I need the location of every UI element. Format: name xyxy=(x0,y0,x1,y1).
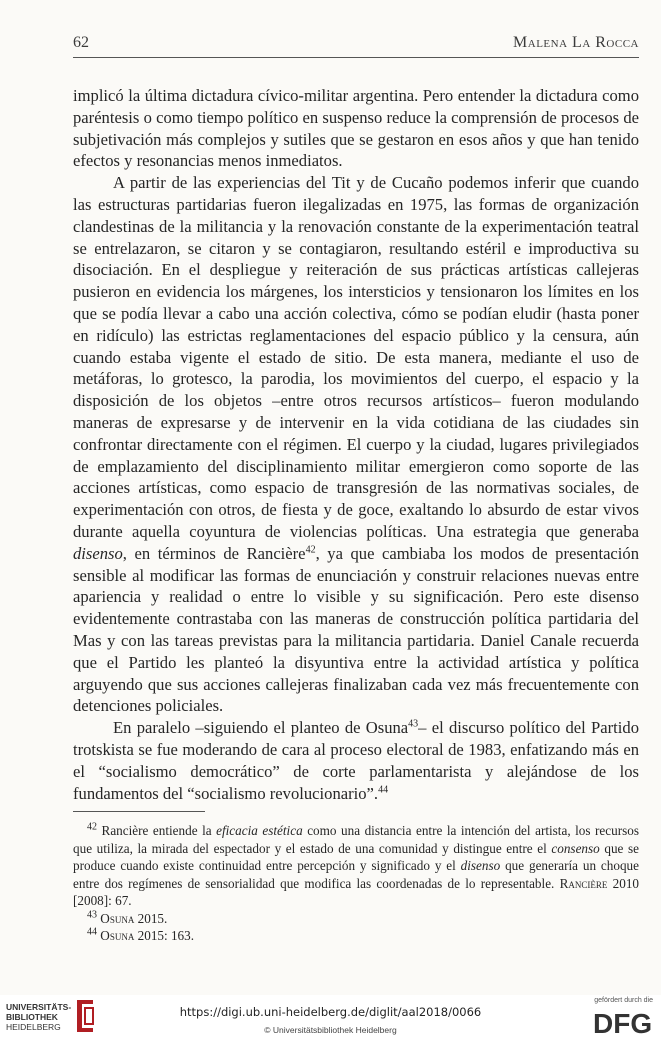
footnote-42-author: Rancière xyxy=(559,875,608,891)
paragraph-3-text-b: – el discurso político del Partido trotskista se fue moderando de cara al proceso electoral de 1983, enfatizando más en el “socialismo democrático” de corte parlamentarista y alejándose de los fundamentos del “socialismo revolucionario”. xyxy=(73,718,639,803)
paragraph-2-text-a: A partir de las experiencias del Tit y de Cucaño podemos inferir que cuando las estructuras partidarias fueron ilegalizadas en 1975, las formas de organización clandestinas de la militancia y la renovación constante de la experimentación teatral se entrelazaron, se citaron y se contagiaron, resultando estéril e improductiva su disociación. En el despliegue y reiteración de sus prácticas artísticas callejeras pusieron en evidencia los márgenes, los intersticios y tensionaron los límites en los que se podía llevar a cabo una acción colectiva, cómo se podían eludir (hasta poner en ridículo) las estrictas reglamentaciones del espacio público y la censura, aún cuando estaba vigente el estado de sitio. De esta manera, mediante el uso de metáforas, lo grotesco, la parodia, los movimientos del cuerpo, el espacio y la disposición de los objetos –entre otros recursos artísticos– fueron modulando maneras de expresarse y de intervenir en la vida cotidiana de las ciudades sin confrontar directamente con el régimen. El cuerpo y la ciudad, lugares privilegiados de emplazamiento del disciplinamiento militar emergieron como soporte de las acciones artísticas, como espacio de transgresión de las normativas sociales, de experimentación con otros, de fiesta y de goce, exaltando lo absurdo de estar vivos durante aquella coyuntura de violencias políticas. Una estrategia que generaba xyxy=(73,173,639,541)
footnote-44-ref: 2015: 163. xyxy=(134,928,195,943)
running-head: Malena La Rocca xyxy=(513,34,639,51)
footnote-rule xyxy=(73,811,205,812)
footnote-44 xyxy=(73,927,639,945)
paragraph-1 xyxy=(73,85,639,172)
funder-caption: gefördert durch die xyxy=(594,997,653,1004)
page-header xyxy=(73,34,639,54)
footnote-43-author: Osuna xyxy=(100,910,135,926)
paragraph-3 xyxy=(73,717,639,804)
paragraph-1-text: implicó la última dictadura cívico-militar argentina. Pero entender la dictadura como paréntesis o como tiempo político en suspenso reduce la comprensión de procesos de subjetivación más complejos y sutiles que se gestaron en esos años y que han tenido efectos y resonancias menos inmediatos. xyxy=(73,86,639,171)
footnote-43-ref: 2015. xyxy=(134,910,168,926)
footnote-ref-42[interactable]: 42 xyxy=(305,544,316,556)
digitization-footer xyxy=(0,995,661,1043)
footnote-42-ref: 2010 [2008]: 67. xyxy=(73,875,640,908)
footnote-42-text-c: que se produce cuando existe continuidad entre percepción y significado y el xyxy=(73,840,639,873)
paragraph-2-text-c: , ya que cambiaba los modos de presentación sensible al modificar las formas de enunciación y construir relaciones nuevas entre apariencia y realidad o entre lo visible y su significación. Pero este disenso evidentemente contrastaba con las maneras de construcción política partidaria del Mas y con las tareas previstas para la militancia partidaria. Daniel Canale recuerda que el Partido les planteó la disyuntiva entre la actividad artística y política arguyendo que sus acciones callejeras finalizaban cada vez más frecuentemente con detenciones policiales. xyxy=(73,543,639,716)
footnote-42-text-d: que generaría un choque entre dos regímenes de sensorialidad que modifica las coordenadas de lo representable. xyxy=(73,858,640,891)
footnote-ref-43[interactable]: 43 xyxy=(408,718,419,730)
paragraph-3-text-a: En paralelo –siguiendo el planteo de Osuna xyxy=(113,718,409,738)
permalink-url[interactable]: https://digi.ub.uni-heidelberg.de/diglit/aal2018/0066 xyxy=(179,1005,482,1019)
footnote-42-italic-1: eficacia estética xyxy=(216,823,303,838)
footnote-42-italic-2: consenso xyxy=(551,840,600,856)
header-rule xyxy=(73,57,639,58)
footnote-42-text-a: Rancière entiende la xyxy=(97,823,217,838)
footnote-42-italic-3: disenso xyxy=(460,858,501,873)
library-line-3: HEIDELBERG xyxy=(6,1022,61,1032)
dfg-logo-text: DFG xyxy=(593,1008,653,1037)
paragraph-2-italic: disenso xyxy=(73,543,123,563)
footnotes xyxy=(73,822,639,945)
footnote-42-text-b: como una distancia entre la intención del artista, los recursos que utiliza, la mirada del espectador y el estado de una comunidad y distingue entre el xyxy=(73,823,639,856)
library-line-2: BIBLIOTHEK xyxy=(6,1012,58,1022)
footnote-44-number: 44 xyxy=(87,926,97,938)
paragraph-2 xyxy=(73,172,639,717)
footnote-43 xyxy=(73,910,639,928)
footnote-42 xyxy=(73,822,639,910)
footnote-ref-44[interactable]: 44 xyxy=(378,783,389,795)
footnote-42-number: 42 xyxy=(87,821,97,833)
copyright-notice: © Universitätsbibliothek Heidelberg xyxy=(264,1025,397,1035)
library-line-1: UNIVERSITÄTS- xyxy=(6,1002,72,1012)
dfg-logo-icon xyxy=(593,1007,653,1037)
footnote-44-author: Osuna xyxy=(100,928,135,943)
paragraph-2-text-b: , en términos de Rancière xyxy=(122,543,306,563)
page-number: 62 xyxy=(73,34,89,51)
main-text xyxy=(73,85,639,804)
footnote-43-number: 43 xyxy=(87,909,97,921)
